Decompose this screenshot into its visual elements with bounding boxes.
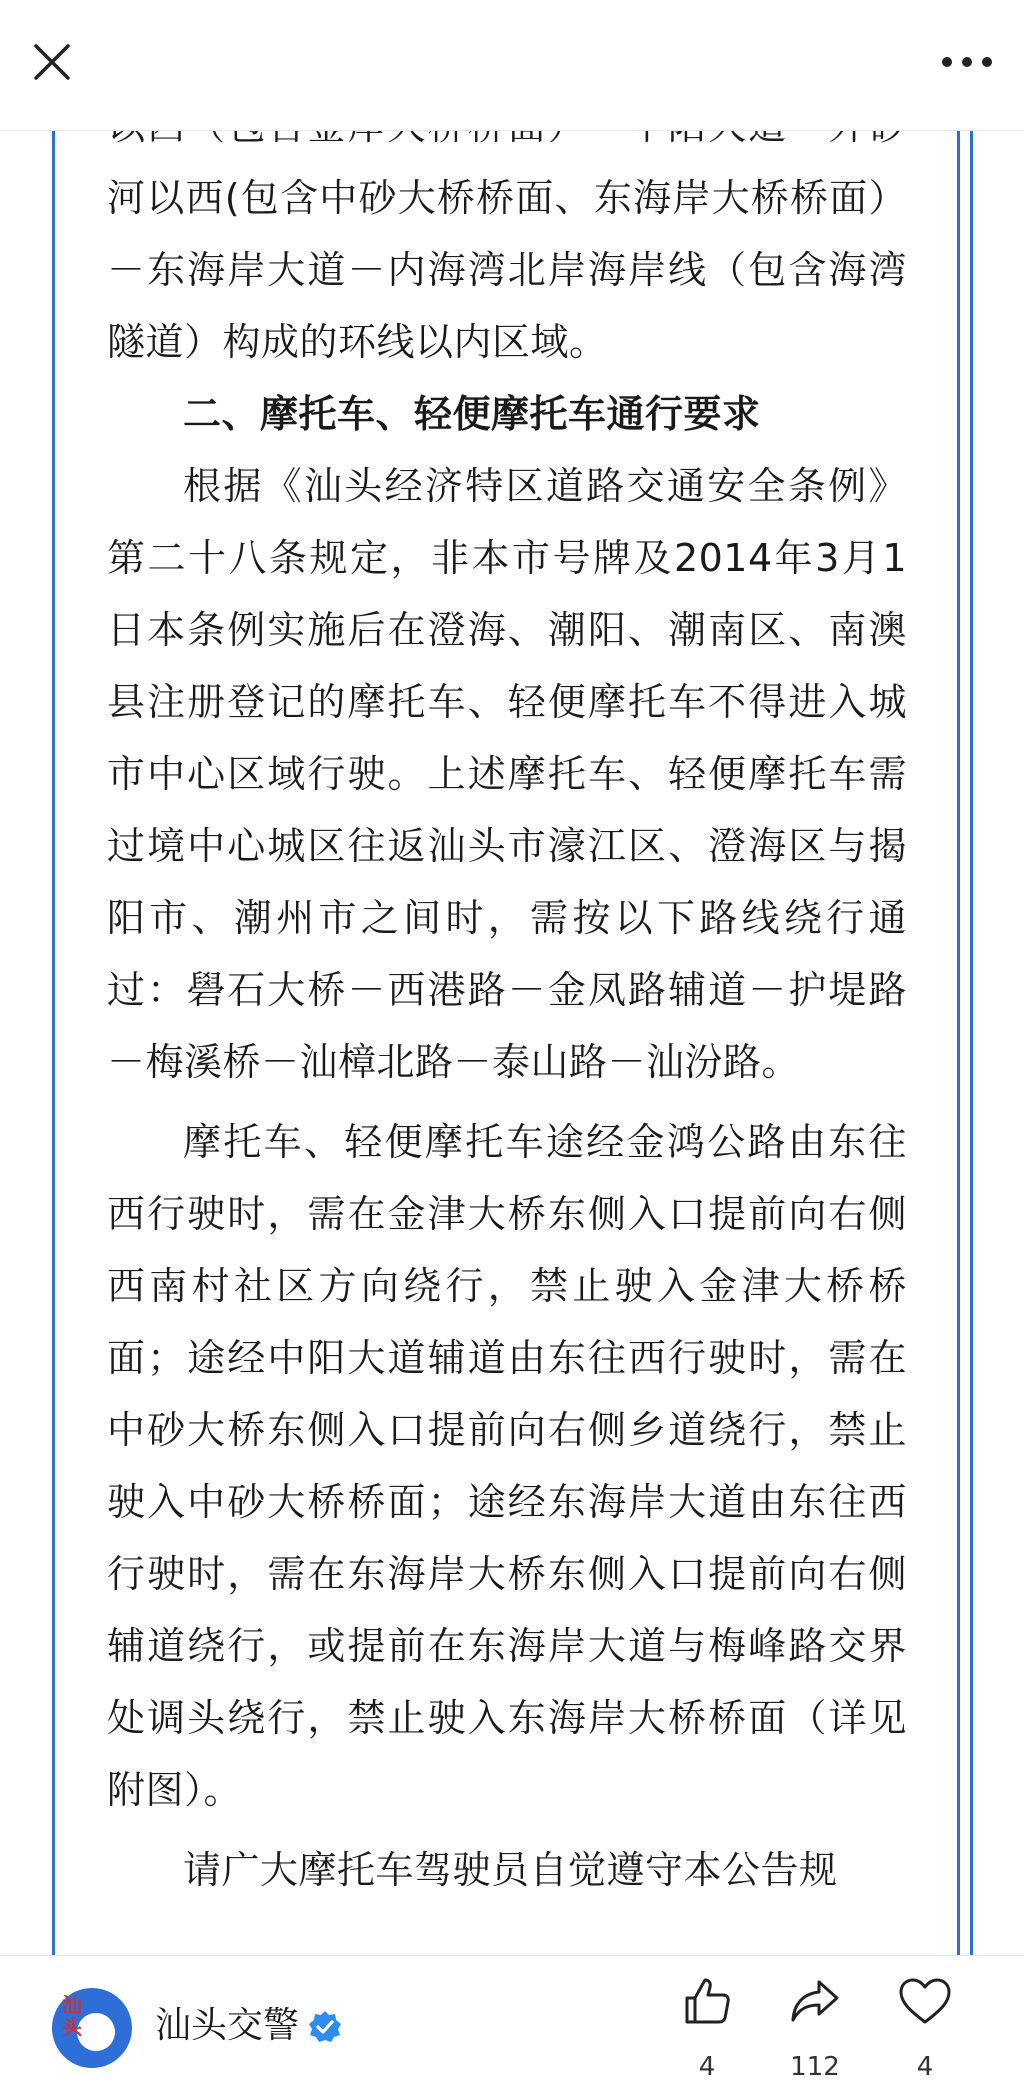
paragraph-1: 根据《汕头经济特区道路交通安全条例》第二十八条规定，非本市号牌及2014年3月1日本条例实施后在澄海、潮阳、潮南区、南澳县注册登记的摩托车、轻便摩托车不得进入城市中心区域行驶。上述摩托车、轻便摩托车需过境中心城区往返汕头市濠江区、澄海区与揭阳市、潮州市之间时，需按以下路线绕行通过：礐石大桥－西港路－金凤路辅道－护堤路－梅溪桥－汕樟北路－泰山路－汕汾路。 xyxy=(107,464,907,1084)
more-button[interactable] xyxy=(932,32,1002,92)
section-heading: 二、摩托车、轻便摩托车通行要求 xyxy=(183,392,761,436)
avatar-text: 汕头 xyxy=(62,1993,82,2039)
share-count: 112 xyxy=(790,2052,840,2082)
share-button[interactable] xyxy=(770,1974,860,2082)
close-icon xyxy=(32,42,72,82)
paragraph-3: 请广大摩托车驾驶员自觉遵守本公告规 xyxy=(183,1848,838,1892)
frame-border-left xyxy=(52,130,55,1955)
like-button[interactable] xyxy=(662,1974,752,2082)
top-bar xyxy=(0,0,1024,131)
bottom-bar xyxy=(0,1955,1024,2090)
favorite-button[interactable] xyxy=(880,1974,970,2082)
article-body xyxy=(107,90,907,1906)
verified-icon xyxy=(308,2010,342,2044)
paragraph-top: 河以西(包含中砂大桥桥面、东海岸大桥桥面）－东海岸大道－内海湾北岸海岸线（包含海湾隧道）构成的环线以内区域。 xyxy=(107,176,907,364)
frame-border-right xyxy=(957,130,960,1955)
account-name[interactable]: 汕头交警 xyxy=(155,2005,300,2046)
heart-icon xyxy=(897,1974,953,2030)
article-frame[interactable] xyxy=(52,130,960,1955)
favorite-count: 4 xyxy=(916,2052,934,2082)
close-button[interactable] xyxy=(22,32,82,92)
more-icon xyxy=(940,55,994,69)
paragraph-2: 摩托车、轻便摩托车途经金鸿公路由东往西行驶时，需在金津大桥东侧入口提前向右侧西南村社区方向绕行，禁止驶入金津大桥桥面；途经中阳大道辅道由东往西行驶时，需在中砂大桥东侧入口提前向右侧乡道绕行，禁止驶入中砂大桥桥面；途经东海岸大道由东往西行驶时，需在东海岸大桥东侧入口提前向右侧辅道绕行，或提前在东海岸大道与梅峰路交界处调头绕行，禁止驶入东海岸大桥桥面（详见附图）。 xyxy=(107,1120,907,1812)
thumbs-up-icon xyxy=(679,1974,735,2030)
like-count: 4 xyxy=(698,2052,716,2082)
avatar[interactable] xyxy=(52,1988,132,2068)
outer-border-right xyxy=(970,130,973,1955)
share-icon xyxy=(787,1974,843,2030)
